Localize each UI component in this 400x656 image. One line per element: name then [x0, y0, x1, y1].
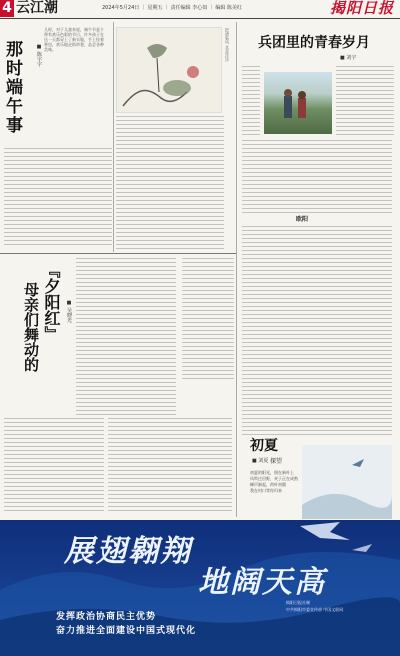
- article-mother-lead: [76, 258, 77, 259]
- article-mother-title: 母亲们舞动的: [22, 282, 40, 372]
- article-right-body-2: [242, 226, 392, 438]
- article-mother-author: ■ 吴晓光: [66, 300, 72, 323]
- column-rule: [113, 22, 114, 252]
- painting-inscription: 把酒临风 其喜洋洋: [225, 28, 230, 62]
- article-left-lead: 儿时，对于儿童来说，端午节是个带有欢乐色彩的节日，许多孩子在这一天都穿上了新衣服，手上挂着香包，欢乐地走街串巷，品尝各种美味。: [44, 27, 104, 52]
- issue-line: 2024年5月24日 ｜ 星期五 ｜ 责任编辑 李心如 ｜ 编辑 陈美红: [102, 5, 242, 11]
- article-right-title: 兵团里的青春岁月: [258, 35, 370, 51]
- article-right-body: [242, 140, 392, 214]
- ink-painting-image: [116, 27, 222, 113]
- page-number: 4: [0, 0, 14, 17]
- banner-title-line2: 地阔天高: [198, 565, 326, 600]
- poem-lines: [250, 470, 300, 494]
- article-right-lead: [242, 66, 243, 67]
- article-mother-body-2: [76, 258, 176, 418]
- poem-line: 蝉声渐起，荷叶初圆: [250, 482, 286, 487]
- poem-line: 我在村口等你归来: [250, 488, 282, 493]
- poem-illustration: [302, 445, 392, 519]
- article-mother-body-3: [108, 418, 232, 514]
- poem-title: 初夏: [250, 438, 278, 454]
- banner-subtitle-2: 奋力推进全面建设中国式现代化: [56, 626, 197, 636]
- poem-line: 初夏的阳光，照在新叶上: [250, 470, 294, 475]
- article-left-title: 那时端午事: [2, 40, 22, 135]
- article-left-body: [4, 148, 112, 248]
- banner-subtitle-1: 发挥政治协商民主优势: [56, 612, 157, 622]
- banner-credit: 揭阳日报社制: [286, 600, 310, 605]
- banner-credit-2: 中共揭阳市委宣传部 中国文联网: [286, 607, 344, 612]
- article-left-body-2: [116, 116, 224, 249]
- masthead-logo: 揭阳日报: [329, 0, 394, 17]
- article-left-body-3: [182, 258, 234, 382]
- section-name: 云江潮: [16, 0, 58, 16]
- article-right-body-lead-2: [336, 66, 394, 136]
- article-mother-title-quote: 『夕阳红』: [42, 262, 61, 342]
- column-rule: [236, 22, 237, 517]
- poem-line: 风吹过田野，麦子正在成熟: [250, 476, 298, 481]
- banner-title-line1: 展翅翱翔: [64, 534, 192, 569]
- poem-author: ■ 刘夏: [252, 458, 269, 464]
- article-left-author: ■ 陈宇宇: [36, 44, 42, 67]
- header-rule: [0, 18, 400, 19]
- couple-photo: [264, 72, 332, 134]
- section-rule: [0, 253, 236, 254]
- article-right-body-lead: [242, 66, 260, 136]
- article-right-subtitle: 欧阳: [296, 216, 309, 223]
- poem-title-2: 探望: [270, 458, 283, 465]
- article-mother-body: [4, 418, 104, 514]
- article-right-author: ■ 刘宇: [340, 55, 357, 61]
